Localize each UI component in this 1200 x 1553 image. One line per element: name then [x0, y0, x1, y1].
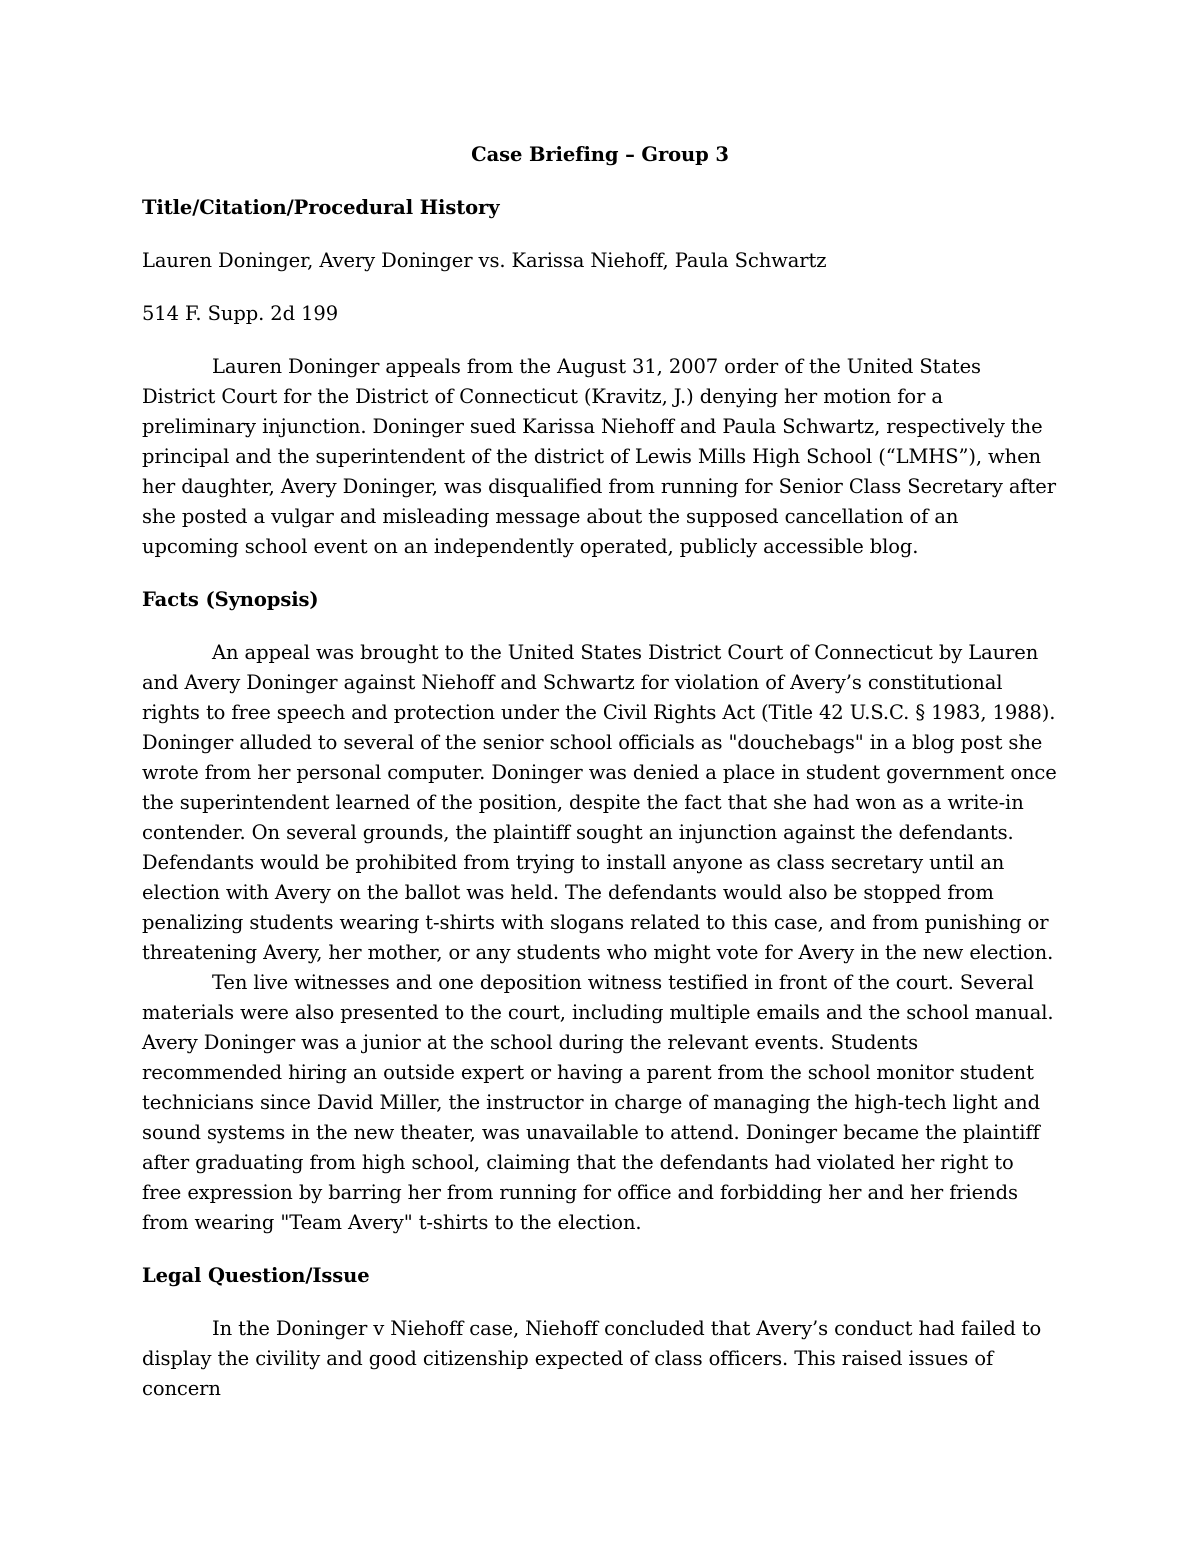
facts-paragraph-2: Ten live witnesses and one deposition witness testified in front of the court. Several materials were also presented to the court, including multiple emails and the school manual. Avery Doninger was a junior at the school during the relevant events. Students recommended hiring an outside expert or having a parent from the school monitor student technicians since David Miller, the instructor in charge of managing the high-tech light and sound systems in the new theater, was unavailable to attend. Doninger became the plaintiff after graduating from high school, claiming that the defendants had violated her right to free expression by barring her from running for office and forbidding her and her friends from wearing "Team Avery" t-shirts to the election.	[142, 971, 1054, 1234]
facts-paragraph-1: An appeal was brought to the United States District Court of Connecticut by Lauren and Avery Doninger against Niehoff and Schwartz for violation of Avery’s constitutional rights to free speech and protection under the Civil Rights Act (Title 42 U.S.C. § 1983, 1988). Doninger alluded to several of the senior school officials as "douchebags" in a blog post she wrote from her personal computer. Doninger was denied a place in student government once the superintendent learned of the position, despite the fact that she had won as a write-in contender. On several grounds, the plaintiff sought an injunction against the defendants. Defendants would be prohibited from trying to install anyone as class secretary until an election with Avery on the ballot was held. The defendants would also be stopped from penalizing students wearing t-shirts with slogans related to this case, and from punishing or threatening Avery, her mother, or any students who might vote for Avery in the new election.	[142, 641, 1057, 964]
document-body	[142, 140, 1058, 1404]
section-heading-title-citation: Title/Citation/Procedural History	[142, 196, 500, 219]
section-heading-legal-question: Legal Question/Issue	[142, 1264, 370, 1287]
section-heading-facts: Facts (Synopsis)	[142, 588, 319, 611]
case-parties: Lauren Doninger, Avery Doninger vs. Karissa Niehoff, Paula Schwartz	[142, 249, 827, 272]
legal-question-paragraph: In the Doninger v Niehoff case, Niehoff concluded that Avery’s conduct had failed to display the civility and good citizenship expected of class officers. This raised issues of concern	[142, 1317, 1042, 1400]
document-title: Case Briefing – Group 3	[471, 143, 729, 166]
case-citation: 514 F. Supp. 2d 199	[142, 302, 338, 325]
procedural-history-paragraph: Lauren Doninger appeals from the August 31, 2007 order of the United States District Court for the District of Connecticut (Kravitz, J.) denying her motion for a preliminary injunction. Doninger sued Karissa Niehoff and Paula Schwartz, respectively the principal and the superintendent of the district of Lewis Mills High School (“LMHS”), when her daughter, Avery Doninger, was disqualified from running for Senior Class Secretary after she posted a vulgar and misleading message about the supposed cancellation of an upcoming school event on an independently operated, publicly accessible blog.	[142, 355, 1056, 558]
